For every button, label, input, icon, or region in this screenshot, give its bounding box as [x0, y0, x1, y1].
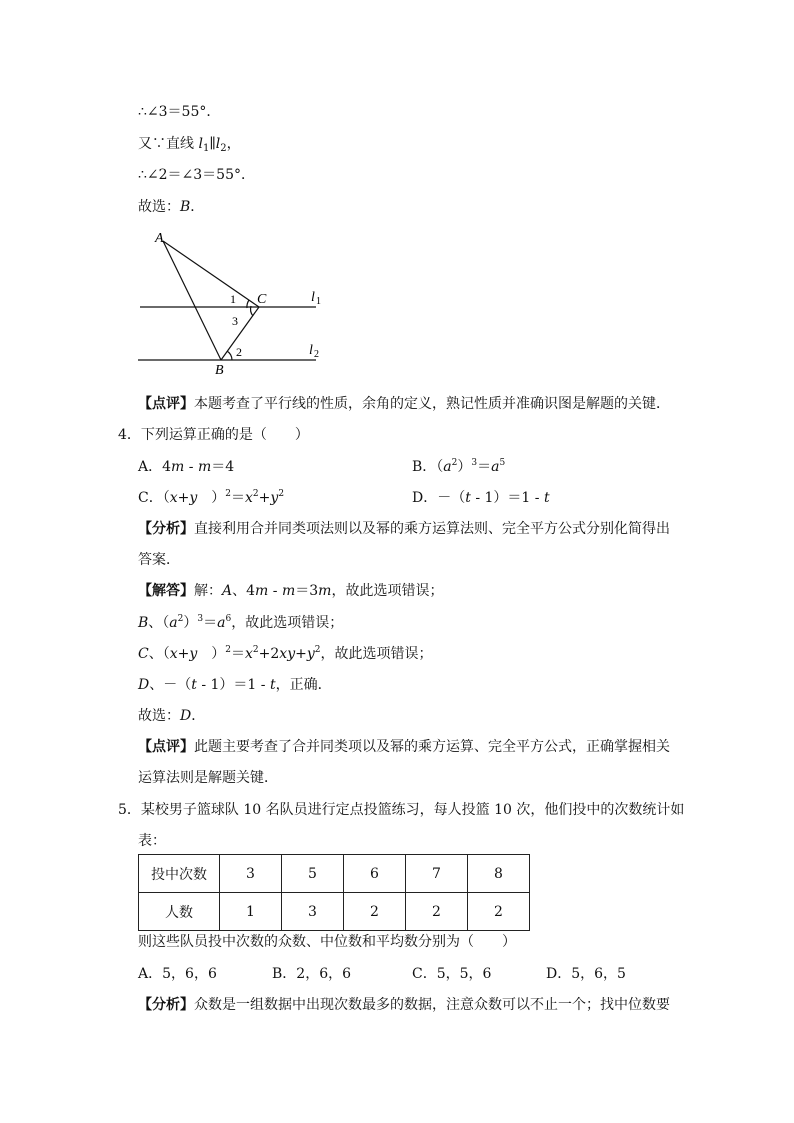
q4-option-b: B．$(a^2)^3=a^5$: [412, 458, 506, 475]
solution-line-angle3: ∴∠3＝55°．: [138, 104, 221, 120]
solution-answer: 故选：B．: [138, 199, 205, 215]
table-cell: 2: [468, 893, 530, 931]
q4-solution-b: B、$(a^2)^3=a^6$，故此选项错误；: [138, 614, 344, 631]
angle2-arc: [227, 351, 232, 360]
q4-analysis: 【分析】直接利用合并同类项法则以及幂的乘方运算法则、完全平方公式分别化简得出: [138, 521, 670, 537]
comment-tag: 【点评】: [138, 396, 194, 412]
table-cell: 3: [220, 855, 282, 893]
table-cell: 人数: [139, 893, 220, 931]
q5-option-a: A．5，6，6: [138, 966, 217, 982]
q4-stem: 4．下列运算正确的是（ ）: [118, 427, 309, 443]
label-angle2: 2: [236, 345, 242, 359]
table-cell: 2: [406, 893, 468, 931]
q5-analysis: 【分析】众数是一组数据中出现次数最多的数据，注意众数可以不止一个；找中位数要: [138, 997, 670, 1013]
q3-comment: 【点评】本题考查了平行线的性质，余角的定义，熟记性质并准确识图是解题的关键．: [138, 396, 670, 412]
label-l2-sub: 2: [314, 349, 319, 360]
solution-tag: 【解答】: [138, 583, 194, 599]
q5-option-c: C．5，5，6: [412, 966, 492, 982]
q5-question: 则这些队员投中次数的众数、中位数和平均数分别为（ ）: [138, 934, 516, 950]
label-angle1: 1: [230, 292, 236, 306]
table-cell: 6: [344, 855, 406, 893]
q5-stem-cont: 表：: [138, 833, 166, 849]
label-C: C: [257, 292, 267, 307]
label-angle3: 3: [232, 314, 238, 328]
table-cell: 3: [282, 893, 344, 931]
analysis-tag: 【分析】: [138, 521, 194, 537]
table-cell: 2: [344, 893, 406, 931]
segment-AC: [163, 241, 259, 307]
statistics-table: [138, 854, 530, 931]
label-l2: l: [309, 343, 313, 358]
solution-line-parallel: 又∵直线 $l_1\parallel l_2$，: [138, 136, 241, 154]
table-cell: 8: [468, 855, 530, 893]
label-A: A: [155, 231, 164, 246]
table-cell: 1: [220, 893, 282, 931]
table-row: [139, 893, 530, 931]
table-cell: 5: [282, 855, 344, 893]
q4-analysis-cont: 答案．: [138, 552, 180, 568]
q4-option-d: D．－（t - 1）＝1 - t: [412, 490, 550, 506]
q4-option-a: A．4m - m＝4: [138, 459, 235, 475]
q4-comment-cont: 运算法则是解题关键．: [138, 770, 278, 786]
q4-comment: 【点评】此题主要考查了合并同类项以及幂的乘方运算、完全平方公式，正确掌握相关: [138, 739, 670, 755]
q4-solution-d: D、－（t - 1）＝1 - t，正确．: [138, 677, 332, 693]
q4-answer: 故选：D．: [138, 708, 206, 724]
analysis-tag: 【分析】: [138, 997, 194, 1013]
segment-AB: [163, 241, 221, 360]
label-B: B: [215, 363, 224, 378]
label-l1: l: [311, 290, 315, 305]
comment-tag: 【点评】: [138, 739, 194, 755]
q4-solution-c: C、（x+y ）$^2=x^2+2xy+y^2$，故此选项错误；: [138, 645, 433, 662]
table-row: [139, 855, 530, 893]
label-l1-sub: 1: [316, 296, 321, 307]
q5-option-d: D．5，6，5: [546, 966, 626, 982]
table-cell: 投中次数: [139, 855, 220, 893]
q5-stem: 5．某校男子篮球队 10 名队员进行定点投篮练习，每人投篮 10 次，他们投中的次数统计如: [118, 802, 685, 818]
solution-line-angle2: ∴∠2＝∠3＝55°．: [138, 167, 255, 183]
q4-solution-a: 【解答】解：A、4m - m＝3m，故此选项错误；: [138, 583, 444, 599]
q5-option-b: B．2，6，6: [272, 966, 352, 982]
q4-option-c: C．（x+y ）$^2=x^2+y^2$: [138, 489, 285, 506]
table-cell: 7: [406, 855, 468, 893]
